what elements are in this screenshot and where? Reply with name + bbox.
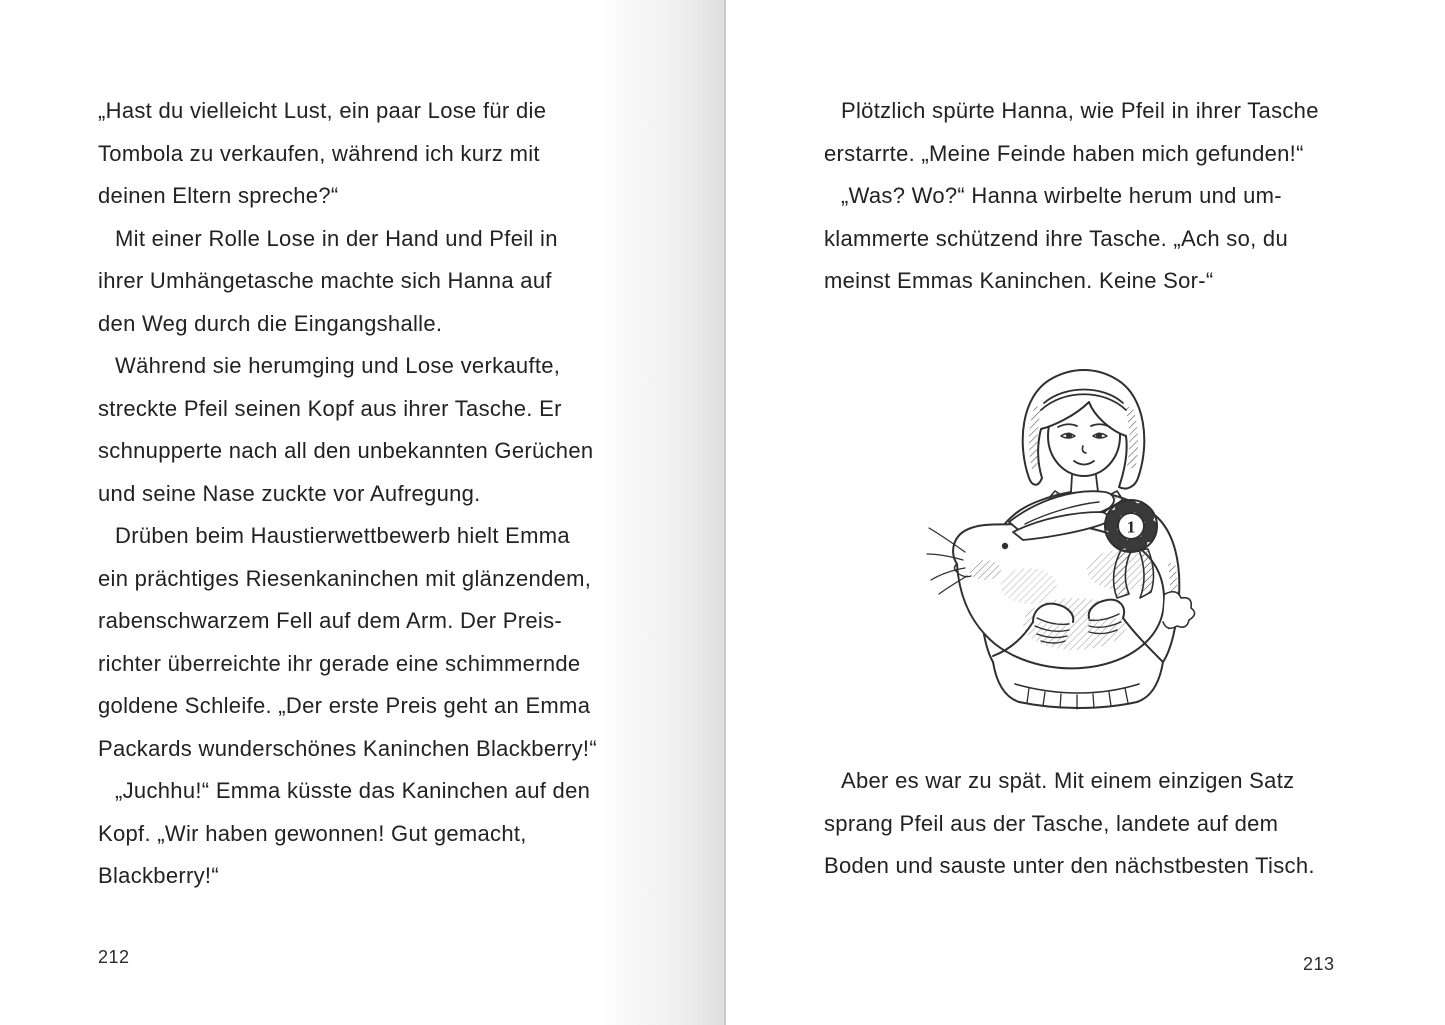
text-line: deinen Eltern spreche?“	[98, 183, 339, 208]
text-line: den Weg durch die Eingangshalle.	[98, 310, 443, 336]
text-line: Aber es war zu spät. Mit einem einzigen Satz	[841, 768, 1295, 793]
text-line: und seine Nase zuckte vor Aufregung.	[98, 480, 481, 506]
text-line: „Juchhu!“ Emma küsste das Kaninchen auf den	[115, 778, 591, 803]
text-line: Mit einer Rolle Lose in der Hand und Pfeil in	[115, 225, 558, 251]
text-line: sprang Pfeil aus der Tasche, landete auf dem	[824, 810, 1279, 836]
text-line: meinst Emmas Kaninchen. Keine Sor-“	[824, 268, 1214, 293]
text-line: Blackberry!“	[98, 863, 219, 888]
text-line: „Was? Wo?“ Hanna wirbelte herum und um-	[841, 183, 1282, 208]
right-page-number: 213	[1303, 954, 1335, 974]
text-line: erstarrte. „Meine Feinde haben mich gefunden!“	[824, 140, 1304, 166]
text-line: Tombola zu verkaufen, während ich kurz mit	[98, 140, 540, 166]
text-line: richter überreichte ihr gerade eine schimmernde	[98, 650, 581, 676]
text-line: ihrer Umhängetasche machte sich Hanna auf	[98, 268, 552, 293]
text-line: Drüben beim Haustierwettbewerb hielt Emma	[115, 523, 570, 548]
illustration-girl-holding-rabbit	[925, 356, 1255, 724]
text-line: „Hast du vielleicht Lust, ein paar Lose für die	[98, 98, 547, 123]
right-page-text-top	[824, 90, 1372, 303]
text-line: Plötzlich spürte Hanna, wie Pfeil in ihrer Tasche	[841, 98, 1319, 123]
page-gutter-shadow	[597, 0, 726, 1025]
text-line: Während sie herumging und Lose verkaufte,	[115, 353, 561, 378]
text-line: streckte Pfeil seinen Kopf aus ihrer Tasche. Er	[98, 395, 562, 421]
text-line: klammerte schützend ihre Tasche. „Ach so, du	[824, 225, 1289, 251]
text-line: Boden und sauste unter den nächstbesten Tisch.	[824, 853, 1315, 878]
rosette-number-label: 1	[1126, 517, 1136, 537]
right-page-text-bottom	[824, 760, 1372, 888]
text-line: Kopf. „Wir haben gewonnen! Gut gemacht,	[98, 820, 527, 846]
text-line: ein prächtiges Riesenkaninchen mit glänzendem,	[98, 565, 592, 591]
rabbit-illustration-svg	[925, 356, 1255, 724]
text-line: Packards wunderschönes Kaninchen Blackberry!“	[98, 735, 597, 761]
text-line: goldene Schleife. „Der erste Preis geht an Emma	[98, 693, 591, 718]
text-line: schnupperte nach all den unbekannten Gerüchen	[98, 438, 594, 463]
left-page-text	[98, 90, 646, 898]
text-line: rabenschwarzem Fell auf dem Arm. Der Preis-	[98, 608, 563, 633]
left-page-number: 212	[98, 947, 130, 967]
